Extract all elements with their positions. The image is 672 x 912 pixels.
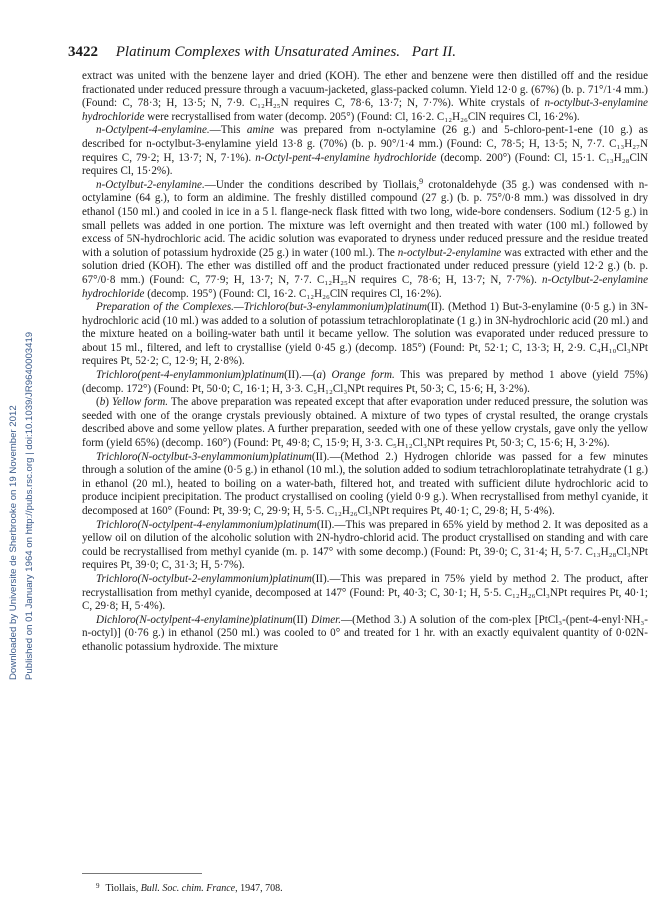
section-heading: n-Octylpent-4-enylamine.: [96, 124, 210, 137]
download-notice-sidebar: [6, 160, 40, 680]
subheading: Dimer.: [311, 613, 342, 626]
paragraph-text: was prepared from n-octylamine (26 g.) and 5-chloro-pent-1-ene (10 g.) as described for n-octylbut-3-enylamine yield 13·8 g. (70%) (b. p. 90°/1·4 mm.) (Found: C, 78·5; H, 13·5; N, 7·7. C₁₃H₂₇N requires C, 79·2; H, 13·7; N, 7·1%).: [82, 124, 649, 164]
paragraph-octylpent4enylammonium: [82, 519, 648, 573]
paragraph-octylbut2enylamine: [82, 176, 649, 301]
paragraph-text: ): [105, 396, 113, 409]
footnote-marker: 9: [96, 882, 100, 890]
paragraph-text: (II): [292, 613, 312, 626]
footnote-details: , 1947, 708.: [235, 883, 283, 894]
emphasis: a: [316, 369, 323, 382]
paragraph-text: —(Method 3.) A solution of the com-plex [PtCl₃-(pent-4-enyl·NH₃-n-octyl)] (0·76 g.) in ethanol (250 ml.) was cooled to 0° and treated for 1 hr. with an exactly equivalent quantity of 0·02N-ethanolic potassium hydroxide. The mixture: [82, 613, 648, 653]
subheading: Orange form.: [331, 369, 395, 382]
running-part: Part II.: [411, 44, 456, 60]
section-heading: Trichloro(pent-4-enylammonium)platinum: [96, 369, 285, 382]
paragraph-text: ): [322, 369, 332, 382]
paragraph-dichloro-dimer: [82, 614, 648, 655]
paragraph-pentenyl-yellow: [82, 396, 648, 450]
section-heading: Dichloro(N-octylpent-4-enylamine)platinum: [96, 613, 293, 626]
paragraph-octylbut3enylamine-continued: [82, 70, 648, 124]
emphasis: b: [99, 396, 106, 409]
paragraph-pentenyl-orange: [82, 369, 648, 396]
paragraph-text: (: [96, 396, 100, 409]
paragraph-text: was extracted with ether and the solution dried (KOH). The ether was distilled off and the product fractionated under reduced pressure (yield 12·2 g.) (b. p. 67°/0·8 mm.) (Found: C, 77·9; H, 13·7; N, 7·7. C₁₂H₂₅N requires C, 78·6; H, 13·7; N, 7·7%).: [82, 246, 648, 286]
paragraph-text: (II).—(Method 2.) Hydrogen chloride was passed for a few minutes through a solution of the amine (0·5 g.) in ethanol (10 ml.), the solution added to sodium tetrachloroplatinate tetrahydrate (1 g.) in ethanol (20 ml.), heated to boiling on a water-bath, filtered hot, and treated with sufficient dilute hydrochloric acid to produce incipient precipitation. The product crystallised on cooling (yield 0·9 g.). When recrystallised from methyl cyanide, it decomposed at 160° (Found: Pt, 39·9; C, 29·9; H, 5·5. C₁₂H₂₆Cl₃NPt requires Pt, 40·1; C, 29·8; H, 5·4%).: [82, 450, 648, 517]
section-heading: Trichloro(N-octylbut-3-enylammonium)platinum: [96, 450, 312, 463]
downloaded-notice: Downloaded by Universite de Sherbrooke on 19 November 2012: [8, 405, 19, 680]
paragraph-octylbut2enylammonium: [82, 573, 648, 614]
paragraph-text: (decomp. 195°) (Found: Cl, 16·2. C₁₂H₂₆ClN requires Cl, 16·2%).: [144, 287, 442, 300]
section-heading: n-Octylbut-2-enylamine.: [96, 178, 205, 191]
paragraph-text: The above preparation was repeated except that after evaporation under reduced pressure, the solution was seeded with one of the orange crystals previously obtained. A mixture of two types of crystal resulted, the orange crystals described above and some yellow plates. A further preparation, seeded with one of these yellow crystals, gave only the yellow form (yield 65%) (decomp. 160°) (Found: Pt, 49·8; C, 15·9; H, 3·3. C₅H₁₂Cl₃NPt requires Pt, 50·3; C, 15·6; H, 3·2%).: [82, 396, 648, 450]
paragraph-text: (II). (Method 1) But-3-enylamine (0·5 g.) in 3N-hydrochloric acid (10 ml.) was added to a solution of potassium tetrachloroplatinate (1 g.) in 3N-hydrochloric acid (20 ml.) and the mixture heated on a boiling-water bath until it became yellow. The solution was evaporated under reduced pressure to about 15 ml., filtered, and left to crystallise (yield 0·45 g.) (decomp. 185°) (Found: Pt, 52·1; C, 13·3; H, 2·9. C₄H₁₀Cl₃NPt requires Pt, 52·2; C, 12·9; H, 2·8%).: [82, 301, 649, 368]
published-notice: Published on 01 January 1964 on http://pubs.rsc.org | doi:10.1039/JR9640003419: [24, 331, 35, 680]
paragraph-text: —This: [209, 124, 247, 137]
compound-name: n-Octylbut-2-enylamine hydrochloride: [82, 273, 648, 300]
section-heading: Preparation of the Complexes.—Trichloro(but-3-enylammonium)platinum: [96, 301, 428, 314]
compound-name: n-octylbut-3-enylamine hydrochloride: [82, 97, 648, 123]
paragraph-text: This was prepared by method 1 above (yield 75%) (decomp. 172°) (Found: Pt, 50·0; C, 16·1; H, 3·3. C₅H₁₂Cl₃NPt requires Pt, 50·3; C, 15·6; H, 3·2%).: [82, 369, 648, 395]
paragraph-text: were recrystallised from water (decomp. 205°) (Found: Cl, 16·2. C₁₂H₂₆ClN requires Cl, 16·2%).: [144, 110, 580, 123]
reference-marker: 9: [419, 176, 424, 186]
paragraph-text: —Under the conditions described by Tiollais,: [204, 178, 420, 191]
footnote-rule: [82, 873, 202, 874]
paragraph-text: extract was united with the benzene layer and dried (KOH). The ether and benzene were then distilled off and the residue fractionated under reduced pressure through a vacuum-jacketed, glass-packed column. Yield 12·0 g. (67%) (b. p. 71°/1·4 mm.) (Found: C, 78·3; H, 13·5; N, 7·9. C₁₂H₂₅N requires C, 78·6, 13·7; N, 7·7%). White crystals of: [82, 70, 648, 110]
paragraph-text: (decomp. 200°) (Found: Cl, 15·1. C₁₃H₂₈ClN requires Cl, 15·2%).: [82, 151, 649, 178]
paragraph-text: (II).—This was prepared in 65% yield by method 2. It was deposited as a yellow oil on dilution of the alcoholic solution with 2N-hydro-chlorid acid. The product crystallised on standing and with care could be recrystallised from methyl cyanide (m. p. 147° with some decomp.) (Found: Pt, 39·0; C, 31·4; H, 5·7. C₁₃H₂₈Cl₃NPt requires Pt, 39·0; C, 31·3; H, 5·7%).: [82, 518, 648, 572]
section-heading: Trichloro(N-octylbut-2-enylammonium)platinum: [96, 572, 312, 585]
compound-name: n-Octyl-pent-4-enylamine hydrochloride: [255, 151, 437, 164]
paragraph-octylbut3enylammonium: [82, 451, 648, 519]
paragraph-octylpent4enylamine: [82, 124, 648, 178]
compound-name: n-octylbut-2-enylamine: [397, 246, 502, 259]
running-title: Platinum Complexes with Unsaturated Amines.: [115, 44, 401, 60]
footnote: [96, 880, 616, 895]
page-number: 3422: [68, 44, 98, 60]
paragraph-text: crotonaldehyde (35 g.) was condensed with n-octylamine (64 g.), to form an aldimine. The freshly distilled compound (27 g.) (b. p. 75°/0·8 mm.) was dissolved in dry ethanol (150 ml.) and cooled in ice in a 5 l. flange-neck flask fitted with two long, wide-bore condensers. Sodium (12·5 g.) in small pellets was added in one portion. The mixture was left overnight and then treated with water (100 ml.) followed by excess of 5N-hydrochloric acid. The acidic solution was evaporated to dryness under reduced pressure and the residue treated with a solution of potassium hydroxide (25 g.) in water (100 ml.). The: [82, 178, 649, 259]
subheading: Yellow form.: [112, 396, 169, 409]
running-header: [68, 44, 648, 66]
footnote-journal: Bull. Soc. chim. France: [140, 883, 236, 894]
section-heading: Trichloro(N-octylpent-4-enylammonium)platinum: [96, 518, 317, 531]
paragraph-preparation-complexes: [82, 301, 648, 369]
emphasis: amine: [246, 124, 275, 137]
paragraph-text: (II).—(: [284, 369, 317, 382]
article-body: [82, 70, 648, 860]
footnote-author: Tiollais,: [105, 883, 141, 894]
paragraph-text: (II).—This was prepared in 75% yield by method 2. The product, after recrystallisation from methyl cyanide, decomposed at 147° (Found: Pt, 40·3; C, 30·1; H, 5·5. C₁₂H₂₆Cl₃NPt requires Pt, 40·1; C, 29·8; H, 5·4%).: [82, 572, 648, 613]
